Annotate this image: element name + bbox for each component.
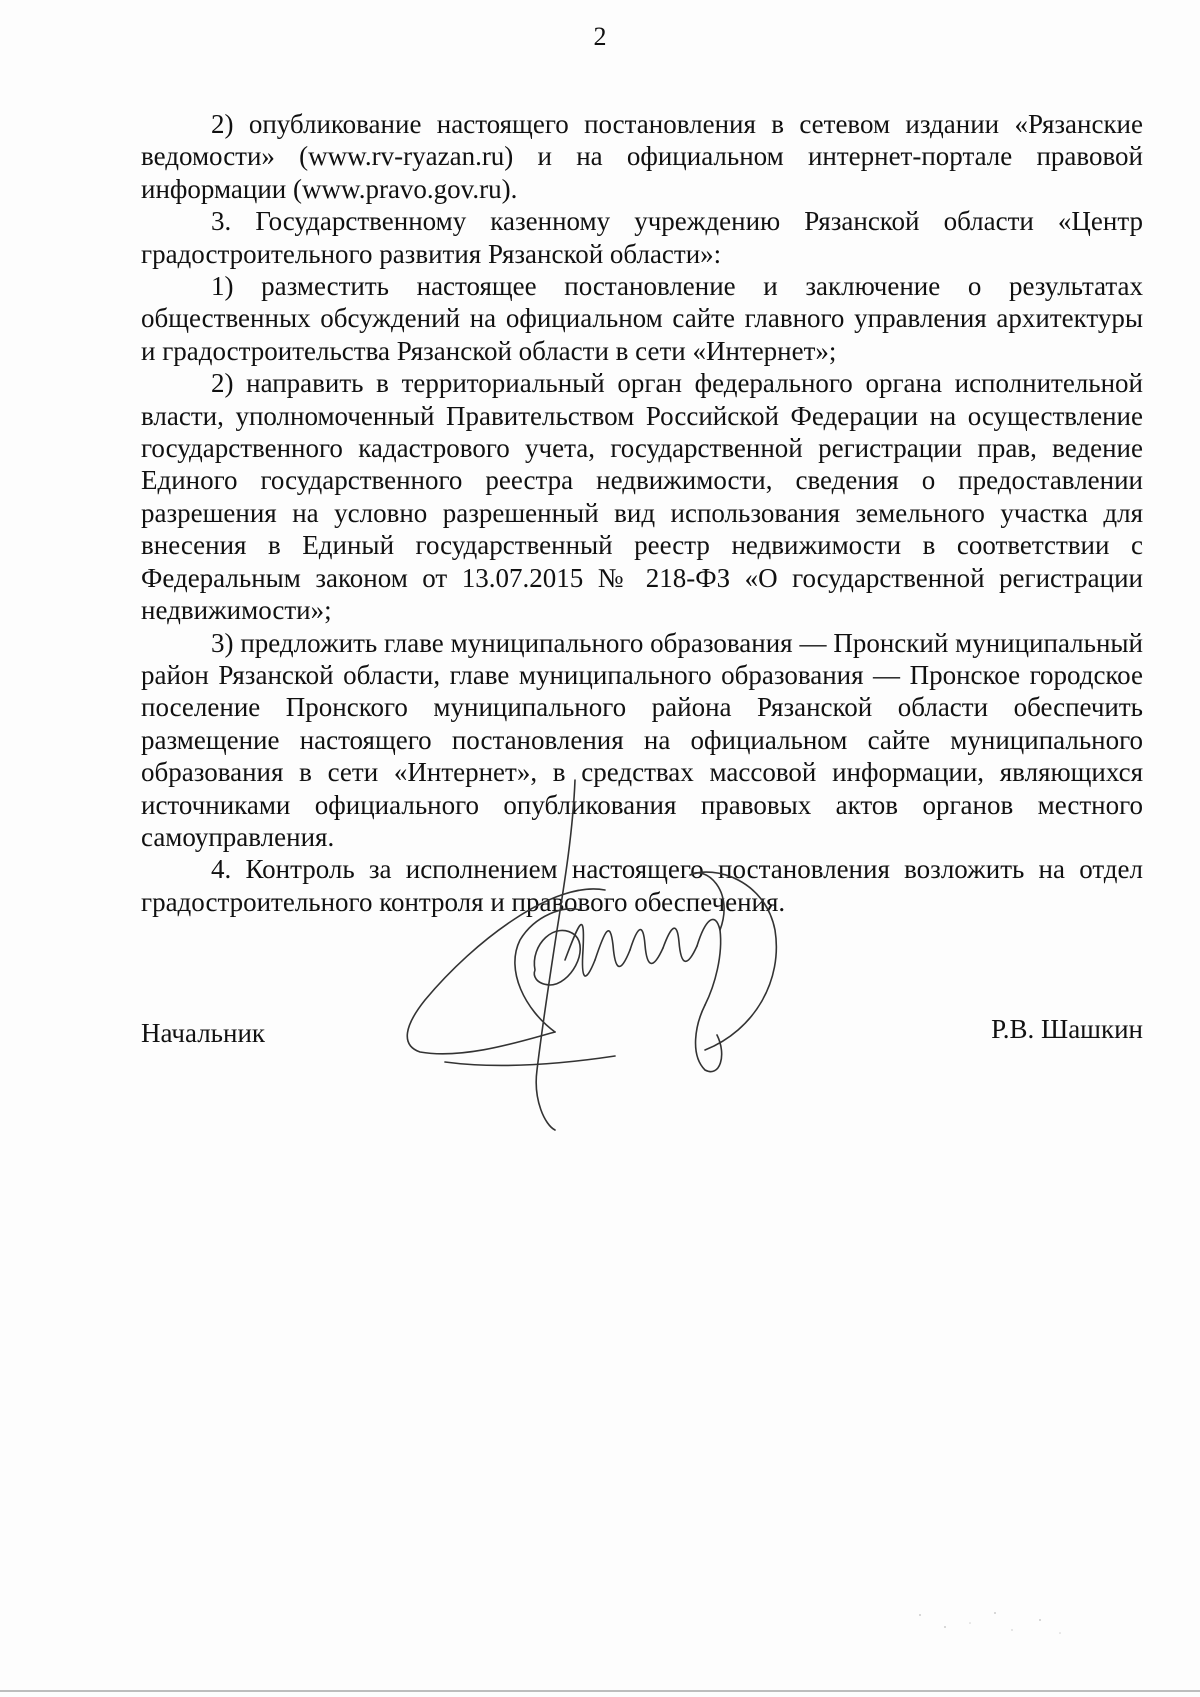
signatory-position: Начальник: [141, 1018, 266, 1048]
paragraph-item-3-2: 2) направить в территориальный орган федерального органа исполнительной власти, уполномоченный Правительством Российской Федерации на осуществление государственного кадастрового учета, государственной регистрации прав, ведение Единого государственного реестра недвижимости, сведения о предоставлении разрешения на условно разрешенный вид использования земельного участка для внесения в Единый государственный реестр недвижимости в соответствии с Федеральным законом от 13.07.2015 № 218-ФЗ «О государственной регистрации недвижимости»;: [141, 368, 1143, 626]
handwritten-signature: [405, 770, 865, 1140]
paragraph-item-4: 4. Контроль за исполнением настоящего постановления возложить на отдел градостроительного контроля и правового обеспечения.: [141, 854, 1143, 917]
paragraph-item-3-3: 3) предложить главе муниципального образования — Пронский муниципальный район Рязанской области, главе муниципального образования — Пронское городское поселение Пронского муниципального района Рязанской области обеспечить размещение настоящего постановления на официальном сайте муниципального образования в сети «Интернет», в средствах массовой информации, являющихся источниками официального опубликования правовых актов органов местного самоуправления.: [141, 627, 1143, 852]
scan-artifacts: [900, 1605, 1080, 1645]
signatory-name: Р.В. Шашкин: [991, 1014, 1143, 1044]
paragraph-item-3-1: 1) разместить настоящее постановление и заключение о результатах общественных обсуждений на официальном сайте главного управления архитектуры и градостроительства Рязанской области в сети «Интернет»;: [141, 271, 1143, 366]
paragraph-publication: 2) опубликование настоящего постановления в сетевом издании «Рязанские ведомости» (www.rv-ryazan.ru) и на официальном интернет-портале правовой информации (www.pravo.gov.ru).: [141, 109, 1143, 204]
page-number: 2: [593, 22, 607, 51]
scan-edge-line: [0, 1690, 1200, 1692]
paragraph-item-3: 3. Государственному казенному учреждению Рязанской области «Центр градостроительного развития Рязанской области»:: [141, 206, 1143, 269]
